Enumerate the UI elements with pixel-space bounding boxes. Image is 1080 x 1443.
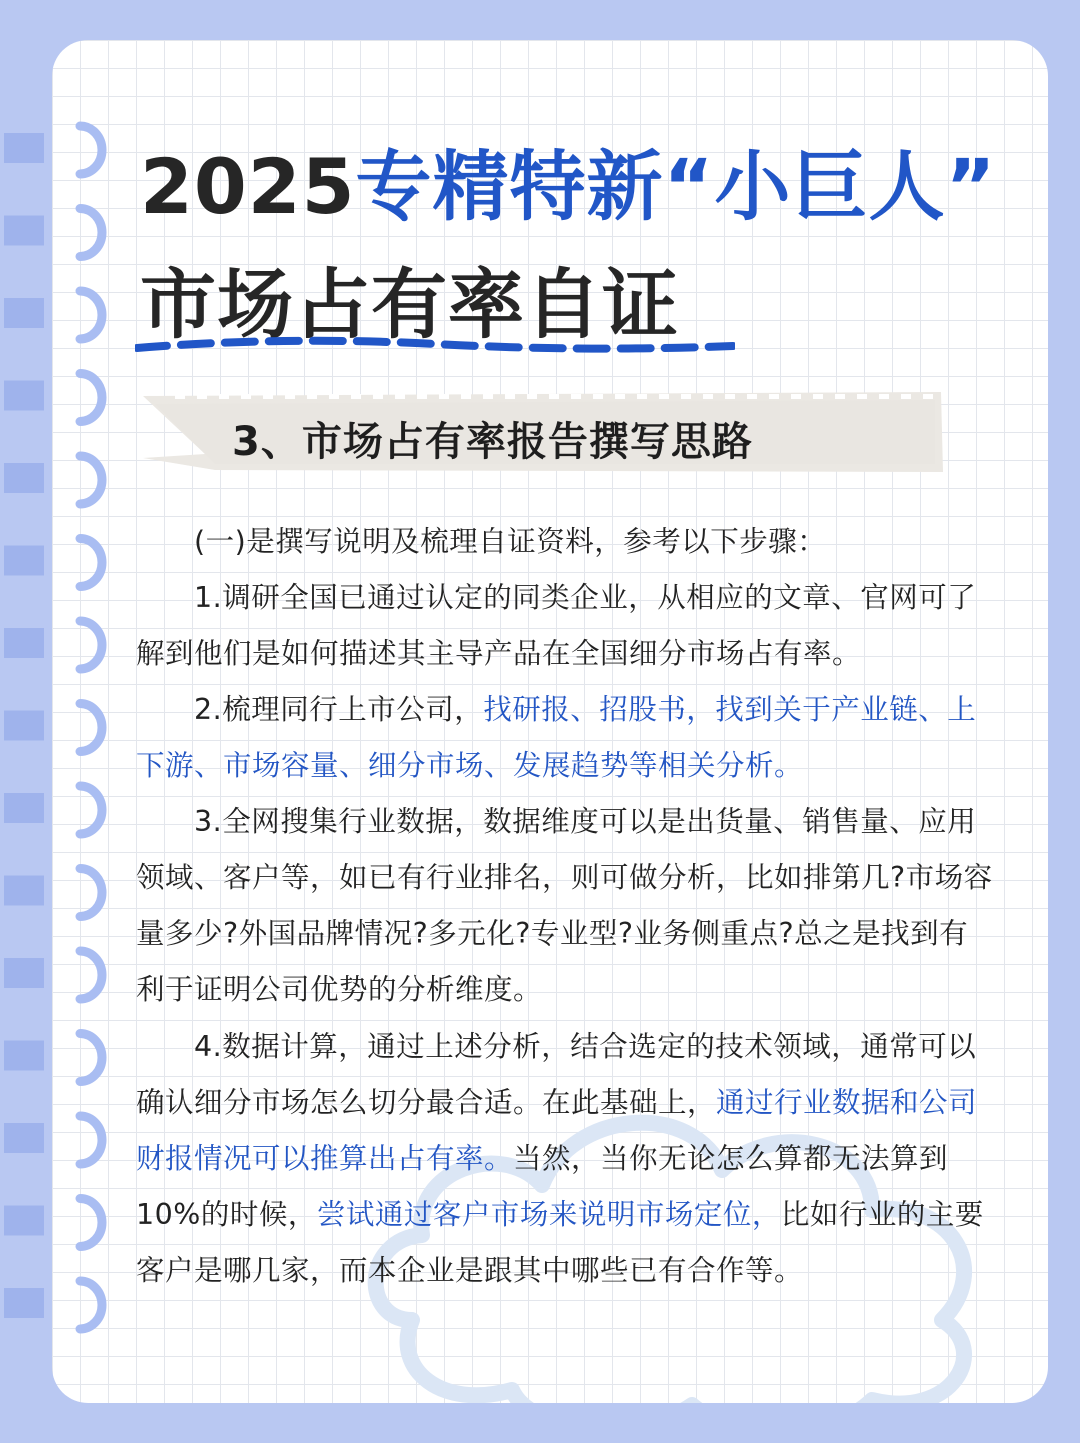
binding-hole [4,1123,44,1153]
binding-ring [80,209,102,257]
binding-ring [80,704,102,752]
banner-stitch [417,394,427,399]
banner-stitch [791,394,801,399]
binding-hole [4,1288,44,1318]
binding-hole [4,298,44,328]
banner-stitch [329,394,339,399]
banner-stitch [307,394,317,399]
step-4-part-3: 比如行业的主要客户是哪几家，而本企业是跟其中哪些已有合作等。 [136,1198,984,1287]
binding-ring [80,374,102,422]
step-4-highlight-2: 尝试通过客户市场来说明市场定位， [316,1198,781,1231]
binding-hole [4,1206,44,1236]
banner-stitch [483,394,493,399]
banner-stitch [263,394,273,399]
banner-stitch [593,394,603,399]
banner-stitch [549,394,559,399]
binding-ring [80,1199,102,1247]
section-heading: 3、市场占有率报告撰写思路 [232,419,753,465]
spiral-binding [0,0,130,1443]
banner-stitch [219,394,229,399]
banner-stitch [505,394,515,399]
binding-ring [80,621,102,669]
banner-stitch [351,394,361,399]
binding-hole [4,546,44,576]
title-line-1 [140,126,996,235]
banner-stitch [857,394,867,399]
binding-hole [4,216,44,246]
binding-ring [80,126,102,174]
banner-stitch [373,394,383,399]
binding-ring [80,1281,102,1329]
banner-stitch [725,394,735,399]
banner-stitch [703,394,713,399]
binding-hole [4,711,44,741]
banner-stitch [659,394,669,399]
binding-hole [4,463,44,493]
banner-stitch [835,394,845,399]
banner-stitch [879,394,889,399]
binding-hole [4,381,44,411]
banner-stitch [637,394,647,399]
banner-stitch [197,394,207,399]
binding-ring [80,951,102,999]
step-2-paragraph [136,682,996,794]
banner-stitch [681,394,691,399]
binding-hole [4,1041,44,1071]
binding-hole [4,876,44,906]
binding-hole [4,793,44,823]
banner-stitch [769,394,779,399]
binding-hole [4,628,44,658]
step-2-highlight: 找研报、招股书，找到关于产业链、上下游、市场容量、细分市场、发展趋势等相关分析。 [136,693,977,782]
binding-ring [80,456,102,504]
binding-ring [80,786,102,834]
banner-stitch [461,394,471,399]
banner-stitch [571,394,581,399]
title-highlight: 专精特新“小巨人” [355,142,997,231]
step-2-lead: 2.梳理同行上市公司， [194,693,484,726]
banner-stitch [813,394,823,399]
step-4-highlight-1: 通过行业数据和公司财报情况可以推算出占有率。 [136,1086,978,1175]
banner-stitch [395,394,405,399]
banner-stitch [439,394,449,399]
step-1-paragraph: 1.调研全国已通过认定的同类企业，从相应的文章、官网可了解到他们是如何描述其主导产品在全国细分市场占有率。 [136,581,977,670]
banner-stitch [901,394,911,399]
banner-stitch [747,394,757,399]
banner-stitch [923,394,933,399]
step-4-paragraph [136,1019,996,1299]
banner-stitch [175,394,185,399]
title-line-2: 市场占有率自证 [140,260,679,349]
dashed-underline [135,332,735,360]
banner-stitch [241,394,251,399]
binding-ring [80,539,102,587]
step-4-part-2: 当然，当你无论怎么算都无法算到10%的时候， [136,1142,949,1231]
banner-stitch [527,394,537,399]
intro-paragraph: (一)是撰写说明及梳理自证资料，参考以下步骤： [194,525,827,558]
title-year: 2025 [140,142,356,231]
banner-stitch [285,394,295,399]
step-3-paragraph: 3.全网搜集行业数据，数据维度可以是出货量、销售量、应用领域、客户等，如已有行业排名，则可做分析，比如排第几?市场容量多少?外国品牌情况?多元化?专业型?业务侧重点?总之是找到有利于证明公司优势的分析维度。 [136,805,993,1006]
binding-hole [4,133,44,163]
binding-ring [80,1034,102,1082]
binding-hole [4,958,44,988]
binding-ring [80,1116,102,1164]
binding-ring [80,291,102,339]
step-4-part-1: 4.数据计算，通过上述分析，结合选定的技术领域，通常可以确认细分市场怎么切分最合适。在此基础上， [136,1030,977,1119]
binding-ring [80,869,102,917]
banner-stitch [615,394,625,399]
